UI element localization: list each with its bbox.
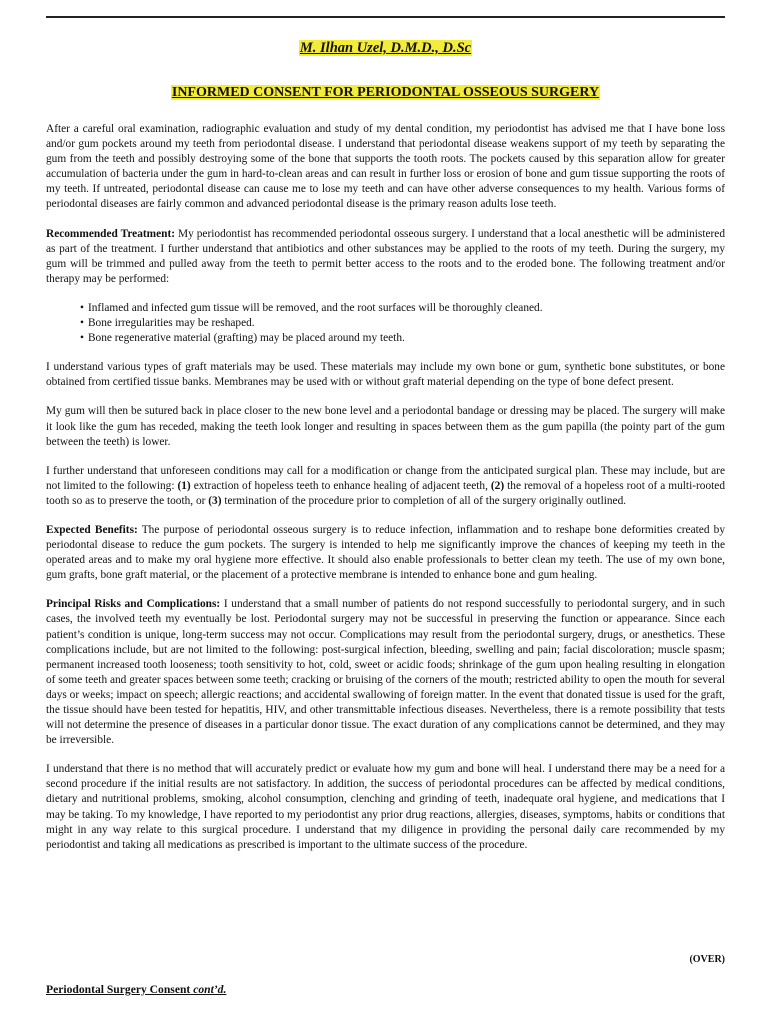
list-item: • Bone regenerative material (grafting) may be placed around my teeth. [80,331,725,346]
expected-benefits-text: The purpose of periodontal osseous surgery is to reduce infection, inflammation and to reshape bone deformities created by periodontal disease to reduce the gum pockets. The surgery is intended to help me significantly improve the chances of keeping my teeth in the operated areas and to make my oral hygiene more effective. It should also enable professionals to better clean my teeth. The use of my own bone, gum grafts, bone graft material, or the placement of a protective membrane is intended to enhance bone and gum healing. [46,523,726,582]
expected-benefits-heading: Expected Benefits: [46,523,138,536]
intro-paragraph: After a careful oral examination, radiographic evaluation and study of my dental condition, my periodontist has advised me that I have bone loss and/or gum pockets around my teeth from periodontal disease. I understand that periodontal disease weakens support of my teeth by separating the gum from the teeth and possibly destroying some of the bone that supports the tooth roots. The pockets caused by this separation allow for greater accumulation of bacteria under the gum in hard-to-clean areas and can result in further loss or erosion of bone and gum tissue supporting the roots of my teeth. If untreated, periodontal disease can cause me to lose my teeth and can have other adverse consequences to my health. Various forms of periodontal diseases are fairly common and advanced periodontal disease is the primary reason adults lose teeth. [46,123,725,211]
graft-paragraph: I understand various types of graft materials may be used. These materials may include my own bone or gum, synthetic bone substitutes, or bone obtained from certified tissue banks. Membranes may be used with or without graft material depending on the type of bone defect present. [46,361,725,389]
top-rule [46,16,725,18]
doctor-name [46,40,725,57]
unforeseen-text-b: extraction of hopeless teeth to enhance healing of adjacent teeth, [193,479,488,492]
suture-paragraph: My gum will then be sutured back in place closer to the new bone level and a periodontal bandage or dressing may be placed. The surgery will make it look like the gum has receded, making the teeth look longer and resulting in spaces between them as the gum papilla (the pointy part of the gum between the teeth) is lower. [46,405,725,448]
continued-label: Periodontal Surgery Consent [46,983,191,996]
list-item: • Inflamed and infected gum tissue will be removed, and the root surfaces will be thoroughly cleaned. [80,301,725,316]
marker-2: (2) [490,479,505,492]
document-title-text: INFORMED CONSENT FOR PERIODONTAL OSSEOUS SURGERY [171,85,600,100]
marker-3: (3) [208,494,222,507]
risks-text: I understand that a small number of patients do not respond successfully to periodontal surgery, and in such cases, the involved teeth my eventually be lost. Periodontal surgery may not be successful in preserving the function or appearance. Since each patient’s condition is unique, long-term success may not occur. Complications may result from the periodontal surgery, drugs, or anesthetics. These complications include, but are not limited to the following: post-surgical infection, bleeding, swelling and pain; facial discoloration; muscle spasm; permanent increased tooth looseness; tooth sensitivity to hot, cold, sweet or acidic foods; shrinkage of the gum upon healing resulting in elongation of some teeth and greater spaces between some teeth; cracking or bruising of the corners of the mouth; restricted ability to open the mouth for several days or weeks; impact on speech; allergic reactions; and accidental swallowing of foreign matter. In the event that donated tissue is used for the graft, the tissue should have been tested for hepatitis, HIV, and other transmittable infectious diseases. Nevertheless, there is a remote possibility that tests will not determine the presence of diseases in a particular donor tissue. The exact duration of any complications cannot be determined, and they may be irreversible. [46,598,725,747]
risks-heading: Principal Risks and Complications: [46,598,221,611]
list-item: • Bone irregularities may be reshaped. [80,316,725,331]
marker-1: (1) [177,479,191,492]
continued-heading [46,983,226,996]
recommended-treatment-paragraph [46,227,725,287]
unforeseen-text-a: I further understand that unforeseen conditions may call for a modification or change from the anticipated surgical plan. These may include, but are not limited to the following: [46,464,725,492]
over-marker: (OVER) [689,954,725,965]
unforeseen-text-d: termination of the procedure prior to completion of all of the surgery originally outlined. [224,494,627,507]
doctor-name-text: M. Ilhan Uzel, D.M.D., D.Sc [299,40,472,56]
unforeseen-paragraph [46,464,725,509]
continued-suffix: cont’d. [193,983,227,996]
treatment-list [46,301,725,346]
risks-paragraph [46,597,725,748]
recommended-treatment-text: My periodontist has recommended periodontal osseous surgery. I understand that a local anesthetic will be administered as part of the treatment. I further understand that antibiotics and other substances may be applied to the roots of my teeth. During the surgery, my gum will be trimmed and pulled away from the teeth to permit better access to the roots and to the eroded bone. The following treatment and/or therapy may be performed: [46,227,726,285]
expected-benefits-paragraph [46,523,725,583]
closing-paragraph: I understand that there is no method that will accurately predict or evaluate how my gum and bone will heal. I understand there may be a need for a second procedure if the initial results are not satisfactory. In addition, the success of periodontal procedures can be affected by medical conditions, dietary and nutritional problems, smoking, alcohol consumption, clenching and grinding of teeth, inadequate oral hygiene, and medications that I may be taking. To my knowledge, I have reported to my periodontist any prior drug reactions, allergies, diseases, symptoms, habits or conditions that might in any way relate to this surgical procedure. I understand that my diligence in providing the personal daily care recommended by my periodontist and taking all medications as prescribed is important to the ultimate success of the procedure. [46,763,725,851]
recommended-treatment-heading: Recommended Treatment: [46,227,176,240]
document-body [46,122,725,867]
document-title [46,85,725,101]
unforeseen-text-c: the removal of a hopeless root of a multi-rooted tooth so as to preserve the tooth, or [46,479,725,507]
